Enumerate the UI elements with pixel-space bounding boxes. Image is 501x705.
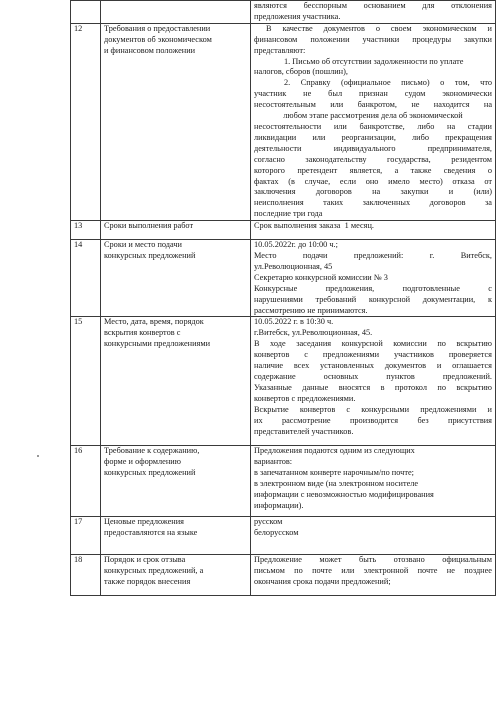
row-label bbox=[101, 317, 251, 446]
row-number: 18 bbox=[71, 555, 101, 596]
table-row-12 bbox=[71, 23, 496, 220]
text-line: Предложения подаются одним из следующих bbox=[254, 446, 415, 456]
text-line: 1. Письмо об отсутствии задолженности по уплате bbox=[284, 56, 464, 66]
text-line: Вскрытие конвертов с конкурсными предложениями и bbox=[254, 404, 492, 414]
text-line: В ходе заседания конкурсной комиссии по вскрытию bbox=[254, 339, 492, 349]
text-line: белорусском bbox=[254, 528, 299, 538]
label-line: конкурсных предложений, а bbox=[104, 566, 204, 576]
row-number: 14 bbox=[71, 240, 101, 317]
text-line: Секретарю конкурсной комиссии № 3 bbox=[254, 272, 388, 282]
text-line: ул.Революционная, 45 bbox=[254, 261, 333, 271]
text-line: Конкурсные предложения, подготовленные с bbox=[254, 283, 492, 293]
text-line: представителей участников. bbox=[254, 426, 354, 436]
text-line: информации). bbox=[254, 501, 304, 510]
row-value bbox=[251, 317, 496, 446]
text-line: г.Витебск, ул.Революционная, 45. bbox=[254, 328, 373, 338]
scan-speck bbox=[37, 455, 39, 457]
label-line: документов об экономическом bbox=[104, 34, 212, 44]
text-line: заключения договоров на закупки и (или) bbox=[254, 187, 492, 197]
table-row-continuation bbox=[71, 1, 496, 24]
text-line: вариантов: bbox=[254, 457, 293, 467]
text-line: 2. Справку (официальное письмо) о том, что bbox=[284, 78, 492, 88]
row-value bbox=[251, 240, 496, 317]
text-line: фактах (в случае, если оно имело место) отказа от bbox=[254, 176, 492, 186]
row-label-cell bbox=[101, 1, 251, 24]
label-line: Требование к содержанию, bbox=[104, 446, 200, 456]
label-line: конкурсных предложений bbox=[104, 251, 196, 261]
label-line: и финансовом положении bbox=[104, 45, 196, 55]
text-line: представляют: bbox=[254, 45, 306, 55]
text-line: содержание основных пунктов предложений. bbox=[254, 372, 492, 381]
table-row-14 bbox=[71, 240, 496, 317]
label-line: предоставляются на языке bbox=[104, 528, 198, 538]
row-label bbox=[101, 555, 251, 596]
table-row-18 bbox=[71, 555, 496, 596]
row-label bbox=[101, 240, 251, 317]
label-line: Порядок и срок отзыва bbox=[104, 555, 186, 565]
text-line: конвертов с предложениями участников проверяется bbox=[254, 350, 492, 360]
row-value-cell bbox=[251, 1, 496, 24]
table-row-17 bbox=[71, 517, 496, 555]
text-line: В качестве документов о своем экономическом и bbox=[266, 23, 492, 33]
row-number: 12 bbox=[71, 23, 101, 220]
text-line: которого претендент является, а также сведения о bbox=[254, 165, 492, 175]
text-line: неисполнения таких заключенных договоров за bbox=[254, 198, 492, 208]
row-value bbox=[251, 23, 496, 220]
text-line: нарушениями требований конкурсной документации, к bbox=[254, 294, 492, 304]
text-line: несостоятельным или банкротом, не находится на bbox=[254, 100, 492, 110]
text-line: Место подачи предложений: г. Витебск, bbox=[254, 251, 492, 261]
label-line: Место, дата, время, порядок bbox=[104, 317, 204, 327]
text-line: предложения участника. bbox=[254, 11, 341, 21]
text-line: Указанные данные вносятся в протокол по вскрытию bbox=[254, 382, 492, 392]
text-line: участник не был признан судом экономически bbox=[254, 89, 492, 99]
text-line: финансовом положении участники процедуры закупки bbox=[254, 34, 492, 44]
text-line: согласно законодательству государства, резидентом bbox=[254, 154, 492, 164]
label-line: Сроки и место подачи bbox=[104, 240, 182, 250]
label-line: конкурсными предложениями bbox=[104, 339, 211, 349]
text-line: конвертов с предложениями. bbox=[254, 393, 356, 403]
text-line: являются бесспорным основанием для отклонения bbox=[254, 1, 492, 10]
text-line: их рассмотрение производится без присутствия bbox=[254, 415, 492, 425]
row-label bbox=[101, 446, 251, 517]
text-line: русском bbox=[254, 517, 283, 527]
row-number-cell bbox=[71, 1, 101, 24]
text-line: любом этапе рассмотрения дела об экономической bbox=[283, 111, 463, 121]
label-line: конкурсных предложений bbox=[104, 468, 196, 478]
row-number: 15 bbox=[71, 317, 101, 446]
row-value bbox=[251, 446, 496, 517]
text-line: последние три года bbox=[254, 209, 323, 219]
text-line: ликвидации или реорганизации, либо прекращения bbox=[254, 132, 492, 142]
text-line: рассмотрению не принимаются. bbox=[254, 305, 368, 315]
text-line: в запечатанном конверте нарочным/по почте; bbox=[254, 468, 414, 478]
text-line: несостоятельности или банкротстве, либо на стадии bbox=[254, 121, 492, 131]
text-line: Предложение может быть отозвано официальным bbox=[254, 555, 492, 565]
label-line: форме и оформлению bbox=[104, 457, 181, 467]
text-line: деятельности индивидуального предпринимателя, bbox=[254, 143, 492, 153]
table-row-16 bbox=[71, 446, 496, 517]
text-line: окончания срока подачи предложений; bbox=[254, 577, 391, 587]
row-value bbox=[251, 555, 496, 596]
text-line: наличие всех установленных документов и оглашается bbox=[254, 361, 492, 371]
text-line: 10.05.2022г. до 10:00 ч.; bbox=[254, 240, 338, 250]
row-number: 16 bbox=[71, 446, 101, 517]
text-line: Срок выполнения заказа 1 месяц. bbox=[254, 221, 374, 231]
text-line: письмом по почте или электронной почте не позднее bbox=[254, 566, 492, 576]
procurement-conditions-table bbox=[70, 0, 496, 596]
row-label bbox=[101, 23, 251, 220]
label-line: Сроки выполнения работ bbox=[104, 221, 194, 231]
label-line: Требования о предоставлении bbox=[104, 23, 211, 33]
label-line: Ценовые предложения bbox=[104, 517, 184, 527]
text-line: информации с невозможностью модифицирования bbox=[254, 490, 434, 500]
row-value bbox=[251, 517, 496, 555]
text-line: в электронном виде (на электронном носителе bbox=[254, 479, 419, 489]
row-value bbox=[251, 221, 496, 240]
text-line: налогов, сборов (пошлин), bbox=[254, 67, 348, 77]
label-line: вскрытия конвертов с bbox=[104, 328, 181, 338]
label-line: также порядок внесения bbox=[104, 577, 191, 587]
table-row-15 bbox=[71, 317, 496, 446]
row-label bbox=[101, 517, 251, 555]
document-page bbox=[70, 0, 495, 705]
table-row-13 bbox=[71, 221, 496, 240]
text-line: 10.05.2022 г. в 10:30 ч. bbox=[254, 317, 334, 327]
row-label bbox=[101, 221, 251, 240]
row-number: 17 bbox=[71, 517, 101, 555]
row-number: 13 bbox=[71, 221, 101, 240]
